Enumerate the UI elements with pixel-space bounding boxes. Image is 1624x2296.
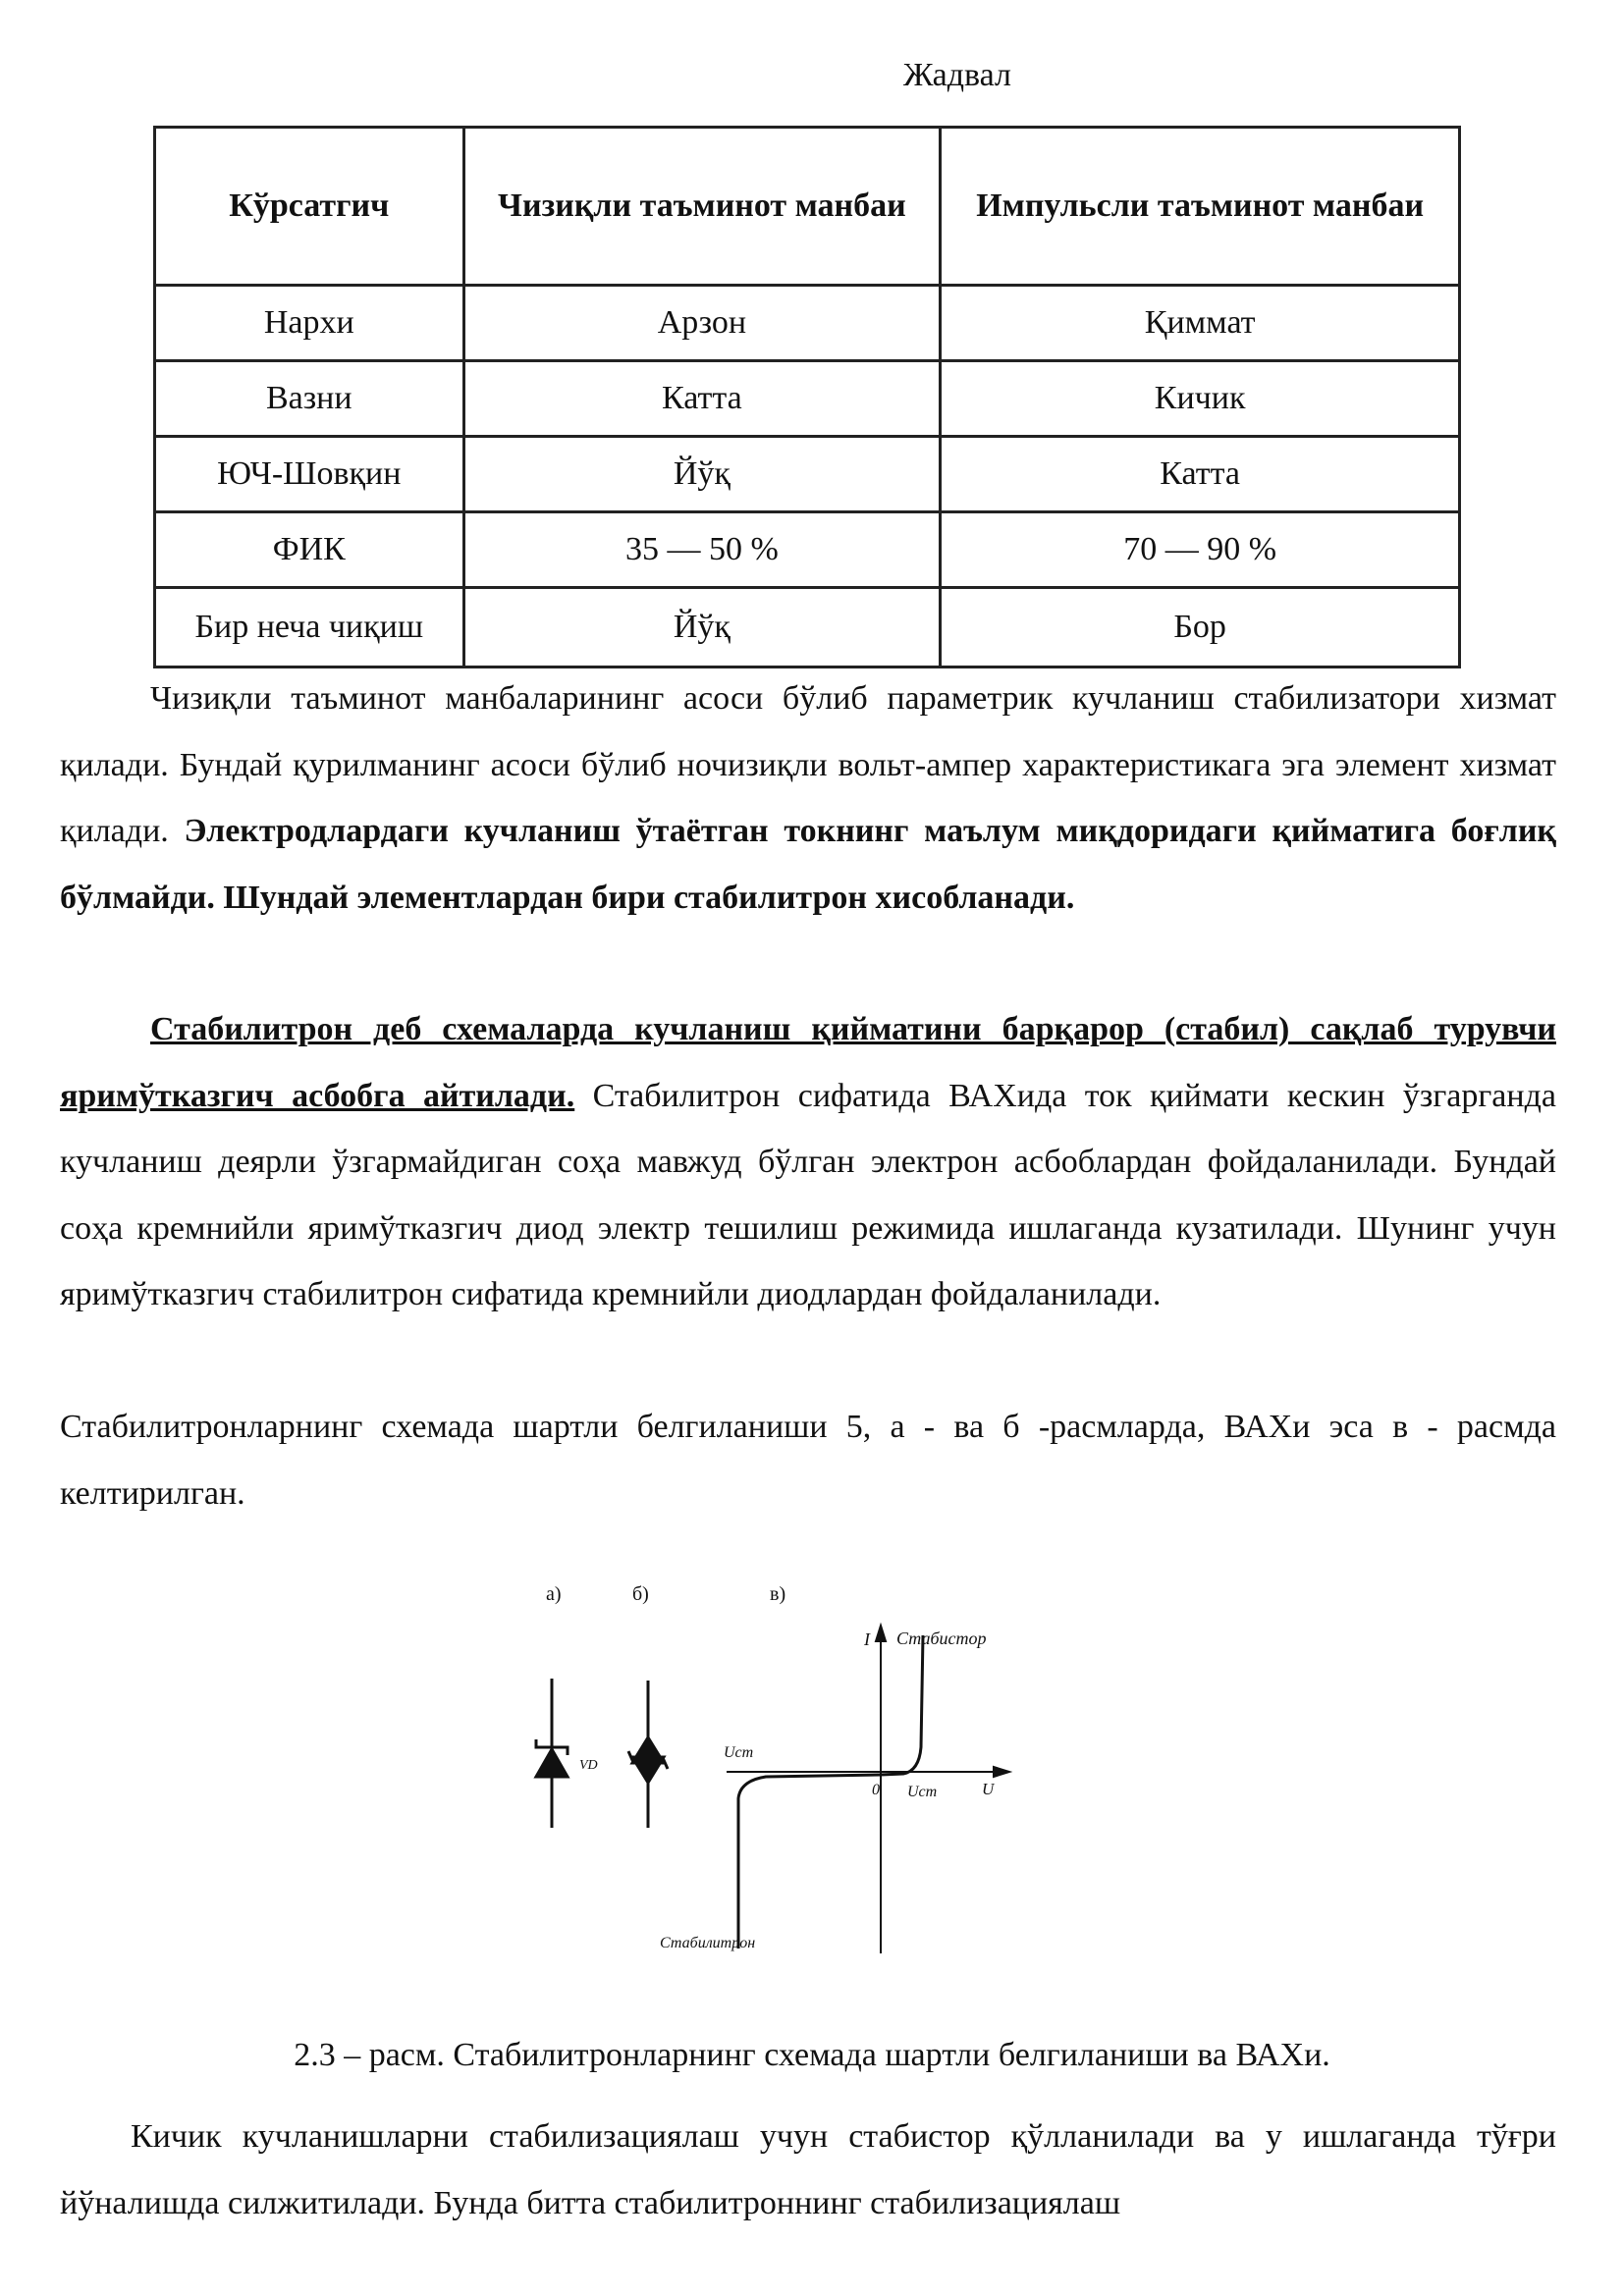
stabilitron-figure	[530, 1571, 1041, 1963]
ust-left-label: Uст	[724, 1744, 754, 1761]
table-cell: ЮЧ-Шовқин	[155, 437, 464, 512]
table-row	[155, 512, 1460, 588]
bidirectional-zener-symbol	[628, 1681, 668, 1828]
paragraph-text: Чизиқли таъминот манбаларининг асоси бўлиб параметрик кучланиш стабилизатори хизмат қилади. Бундай қурилманинг асоси бўлиб ночизиқли вольт-ампер характеристикага эга элемент хизмат қилади.	[60, 680, 1556, 849]
table-cell: Вазни	[155, 361, 464, 437]
table-cell: ФИК	[155, 512, 464, 588]
table-cell: Йўқ	[463, 437, 941, 512]
table-caption: Жадвал	[903, 57, 1011, 93]
definition-text: Стабилитрон деб схемаларда кучланиш қийматини барқарор (стабил) сақлаб турувчи яримўтказгич асбобга айтилади.	[60, 1011, 1556, 1114]
stabistor-label: Стабистор	[896, 1629, 987, 1648]
table-row	[155, 286, 1460, 361]
table-header-cell: Чизиқли таъминот манбаи	[463, 128, 941, 286]
origin-label: 0	[872, 1782, 880, 1798]
figure-label-v: в)	[770, 1583, 786, 1605]
table-cell: Бор	[941, 588, 1460, 667]
table-cell: Кичик	[941, 361, 1460, 437]
ust-right-label: Uст	[907, 1784, 938, 1800]
table-cell: Катта	[941, 437, 1460, 512]
vax-axes	[727, 1626, 1009, 1953]
table-row	[155, 588, 1460, 667]
table-cell: Катта	[463, 361, 941, 437]
table-cell: 35 — 50 %	[463, 512, 941, 588]
paragraph-figure-reference: Стабилитронларнинг схемада шартли белгиланиши 5, а - ва б -расмларда, ВАХи эса в - расмда келтирилган.	[60, 1409, 1556, 1512]
vax-curves	[738, 1635, 923, 1949]
paragraph-stabilitron-definition	[60, 996, 1556, 1328]
paragraph-linear-supply	[60, 666, 1556, 931]
table-row	[155, 437, 1460, 512]
paragraph-stabistor: Кичик кучланишларни стабилизациялаш учун стабистор қўлланилади ва у ишлаганда тўғри йўналишда силжитилади. Бунда битта стабилитроннинг стабилизациялаш	[60, 2118, 1556, 2221]
table-cell: Қиммат	[941, 286, 1460, 361]
table-header-cell: Кўрсатгич	[155, 128, 464, 286]
paragraph-text: Стабилитрон сифатида ВАХида ток қиймати кескин ўзгарганда кучланиш деярли ўзгармайдиган соҳа мавжуд бўлган электрон асбоблардан фойдаланилади. Бундай соҳа кремнийли яримўтказгич диод электр тешилиш режимида ишлаганда кузатилади. Шунинг учун яримўтказгич стабилитрон сифатида кремнийли диодлардан фойдаланилади.	[60, 1077, 1556, 1312]
table-cell: Арзон	[463, 286, 941, 361]
comparison-table	[153, 126, 1461, 668]
table-cell: 70 — 90 %	[941, 512, 1460, 588]
table-header-row	[155, 128, 1460, 286]
table-cell: Нархи	[155, 286, 464, 361]
zener-diode-symbol	[536, 1679, 568, 1828]
table-header-cell: Импульсли таъминот манбаи	[941, 128, 1460, 286]
figure-label-b: б)	[632, 1583, 649, 1605]
axis-u-label: U	[982, 1780, 995, 1798]
figure-caption: 2.3 – расм. Стабилитронларнинг схемада шартли белгиланиши ва ВАХи.	[294, 2037, 1330, 2073]
paragraph-bold-text: Электродлардаги кучланиш ўтаётган токнинг маълум миқдоридаги қийматига боғлиқ бўлмайди. Шундай элементлардан бири стабилитрон хисобланади.	[60, 813, 1557, 916]
axis-i-label: I	[864, 1629, 870, 1649]
table-cell: Йўқ	[463, 588, 941, 667]
table-cell: Бир неча чиқиш	[155, 588, 464, 667]
stabilitron-label: Стабилитрон	[660, 1935, 756, 1951]
figure-label-a: а)	[546, 1583, 562, 1605]
table-row	[155, 361, 1460, 437]
vd-label: VD	[579, 1758, 598, 1773]
